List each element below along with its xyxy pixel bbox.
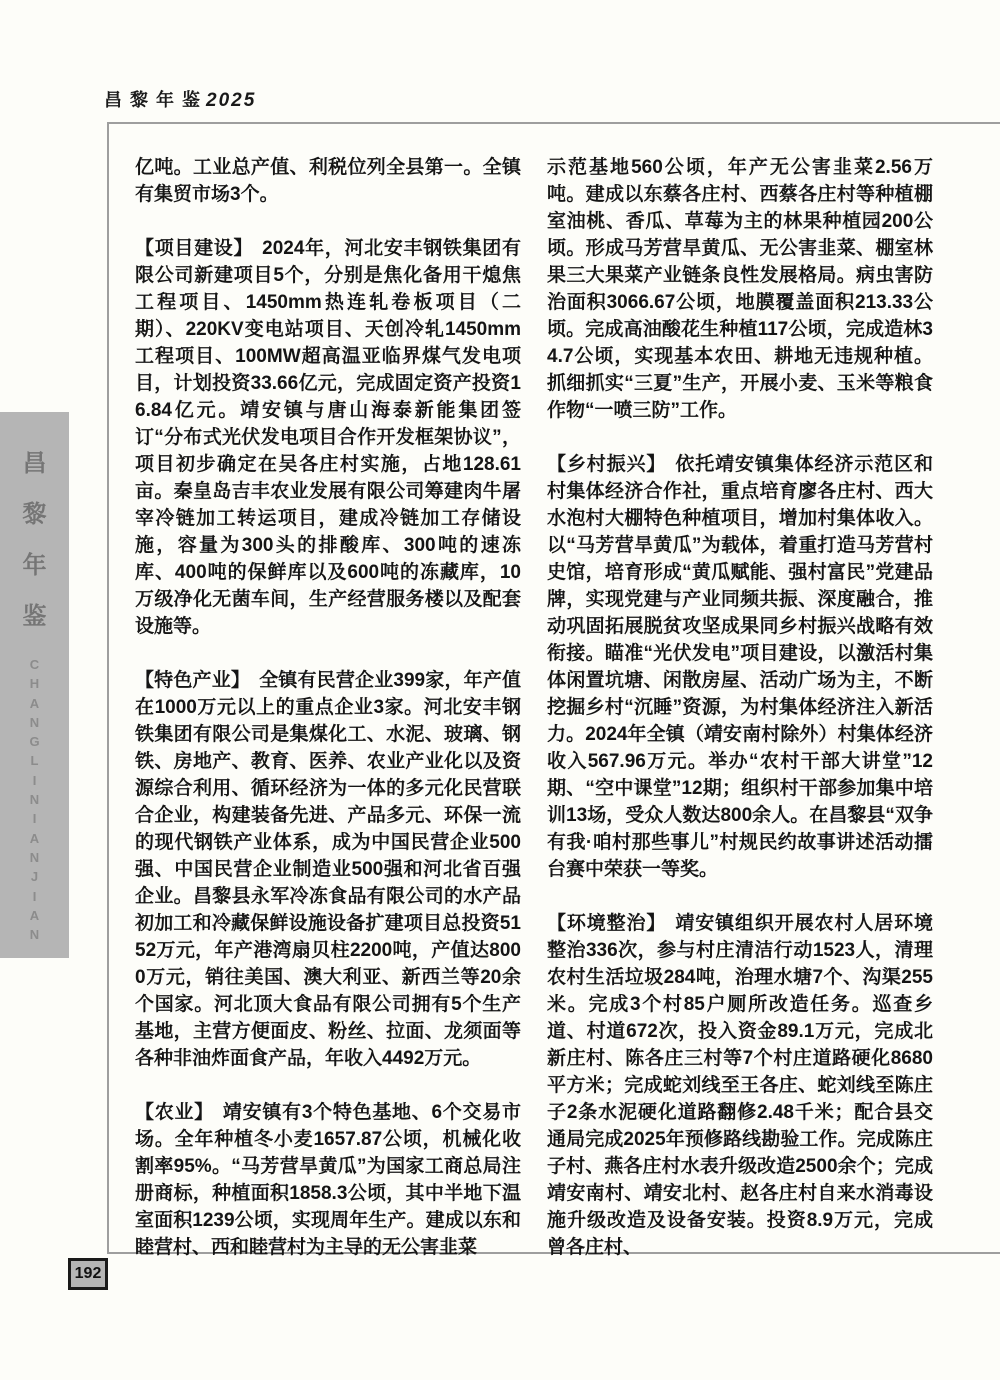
paragraph-text: 全镇有民营企业399家，年产值在1000万元以上的重点企业3家。河北安丰钢铁集团有限公司是集煤化工、水泥、玻璃、钢铁、房地产、教育、医养、农业产业化以及资源综合利用、循环经济为一体的多元化民营联合企业，构建装备先进、产品多元、环保一流的现代钢铁产业体系，成为中国民营企业500强、中国民营企业制造业500强和河北省百强企业。昌黎县永军冷冻食品有限公司的水产品初加工和冷藏保鲜设施设备扩建项目总投资5152万元，年产港湾扇贝柱2200吨，产值达8000万元，销往美国、澳大利亚、新西兰等20余个国家。河北顶大食品有限公司拥有5个生产基地，主营方便面皮、粉丝、拉面、龙须面等各种非油炸面食产品，年收入4492万元。 [135, 670, 521, 1069]
side-band-chinese-title [23, 452, 47, 629]
side-band-letter: A [29, 907, 40, 923]
paragraph-text: 示范基地560公顷，年产无公害韭菜2.56万吨。建成以东蔡各庄村、西蔡各庄村等种植棚室油桃、香瓜、草莓为主的林果种植园200公顷。形成马芳营旱黄瓜、无公害韭菜、棚室林果三大果菜产业链条良性发展格局。病虫害防治面积3066.67公顷，地膜覆盖面积213.33公顷。完成高油酸花生种植117公顷，完成造林34.7公顷，实现基本农田、耕地无违规种植。抓细抓实“三夏”生产，开展小麦、玉米等粮食作物“一喷三防”工作。 [547, 157, 933, 421]
section-title: 【项目建设】 [135, 238, 254, 259]
paragraph-text: 亿吨。工业总产值、利税位列全县第一。全镇有集贸市场3个。 [135, 157, 521, 205]
side-band-letter: A [29, 695, 40, 711]
paragraph-agriculture [135, 1099, 521, 1261]
paragraph-text: 依托靖安镇集体经济示范区和村集体经济合作社，重点培育廖各庄村、西大水泡村大棚特色种植项目，增加村集体收入。以“马芳营旱黄瓜”为载体，着重打造马芳营村史馆，培育形成“黄瓜赋能、强村富民”党建品牌，实现党建与产业同频共振、深度融合，推动巩固拓展脱贫攻坚成果同乡村振兴战略有效衔接。瞄准“光伏发电”项目建设，以激活村集体闲置坑塘、闲散房屋、活动广场为主，不断挖掘乡村“沉睡”资源，为村集体经济注入新活力。2024年全镇（靖安南村除外）村集体经济收入567.96万元。举办“农村干部大讲堂”12期、“空中课堂”12期；组织村干部参加集中培训13场，受众人数达800余人。在昌黎县“双争有我·咱村那些事儿”村规民约故事讲述活动擂台赛中荣获一等奖。 [547, 454, 933, 880]
paragraph-continuation [547, 154, 933, 424]
side-band-letter: I [32, 811, 37, 827]
side-band-letter: N [29, 849, 40, 865]
side-band-letter: A [29, 830, 40, 846]
two-column-text [135, 154, 933, 1261]
side-band-char: 昌 [22, 450, 47, 477]
paragraph-environment-improvement [547, 910, 933, 1261]
paragraph-continuation [135, 154, 521, 208]
side-band-letter: C [29, 657, 40, 672]
paragraph-text: 靖安镇组织开展农村人居环境整治336次，参与村庄清洁行动1523人，清理农村生活垃圾284吨，治理水塘7个、沟渠255米。完成3个村85户厕所改造任务。巡查乡道、村道672次，投入资金89.1万元，完成北新庄村、陈各庄三村等7个村庄道路硬化8680平方米；完成蛇刘线至王各庄、蛇刘线至陈庄子2条水泥硬化道路翻修2.48千米；配合县交通局完成2025年预修路线勘验工作。完成陈庄子村、燕各庄村水表升级改造2500余个；完成靖安南村、靖安北村、赵各庄村自来水消毒设施升级改造及设备安装。投资8.9万元，完成曾各庄村、 [547, 913, 933, 1258]
side-band-letter: I [32, 772, 37, 788]
side-band-latin-title [29, 655, 39, 944]
running-head-title: 昌黎年鉴 [104, 90, 208, 110]
side-band-char: 年 [22, 552, 47, 579]
section-title: 【特色产业】 [135, 670, 251, 691]
running-head-year: 2025 [206, 90, 257, 111]
side-band-letter: N [29, 792, 40, 808]
section-title: 【乡村振兴】 [547, 454, 667, 475]
section-title: 【农业】 [135, 1102, 214, 1123]
side-band-letter: N [29, 714, 40, 730]
side-band-letter: J [30, 869, 39, 885]
left-column [135, 154, 521, 1261]
section-title: 【环境整治】 [547, 913, 667, 934]
paragraph-text: 2024年，河北安丰钢铁集团有限公司新建项目5个，分别是焦化备用干熄焦工程项目、1450mm热连轧卷板项目（二期）、220KV变电站项目、天创冷轧1450mm工程项目、100MW超高温亚临界煤气发电项目，计划投资33.66亿元，完成固定资产投资16.84亿元。靖安镇与唐山海泰新能集团签订“分布式光伏发电项目合作开发框架协议”，项目初步确定在吴各庄村实施，占地128.61亩。秦皇岛吉丰农业发展有限公司筹建肉牛屠宰冷链加工转运项目，建成冷链加工存储设施，容量为300头的排酸库、300吨的速冻库、400吨的保鲜库以及600吨的冻藏库，10万级净化无菌车间，生产经营服务楼以及配套设施等。 [135, 238, 521, 637]
page-content-frame [107, 122, 1000, 1258]
side-band-letter: N [29, 927, 40, 943]
page-number: 192 [68, 1258, 108, 1290]
side-band-letter: I [32, 888, 37, 904]
running-head [104, 86, 256, 112]
yearbook-side-band [0, 412, 69, 958]
side-band-letter: L [30, 753, 39, 769]
side-band-char: 鉴 [22, 603, 47, 630]
right-column [547, 154, 933, 1261]
paragraph-project-construction [135, 235, 521, 640]
side-band-char: 黎 [22, 501, 47, 528]
paragraph-text: 靖安镇有3个特色基地、6个交易市场。全年种植冬小麦1657.87公顷，机械化收割率95%。“马芳营旱黄瓜”为国家工商总局注册商标，种植面积1858.3公顷，其中半地下温室面积1239公顷，实现周年生产。建成以东和睦营村、西和睦营村为主导的无公害韭菜 [135, 1102, 521, 1258]
side-band-letter: G [29, 734, 40, 750]
paragraph-featured-industry [135, 667, 521, 1072]
paragraph-rural-revitalization [547, 451, 933, 883]
side-band-letter: H [29, 676, 40, 692]
